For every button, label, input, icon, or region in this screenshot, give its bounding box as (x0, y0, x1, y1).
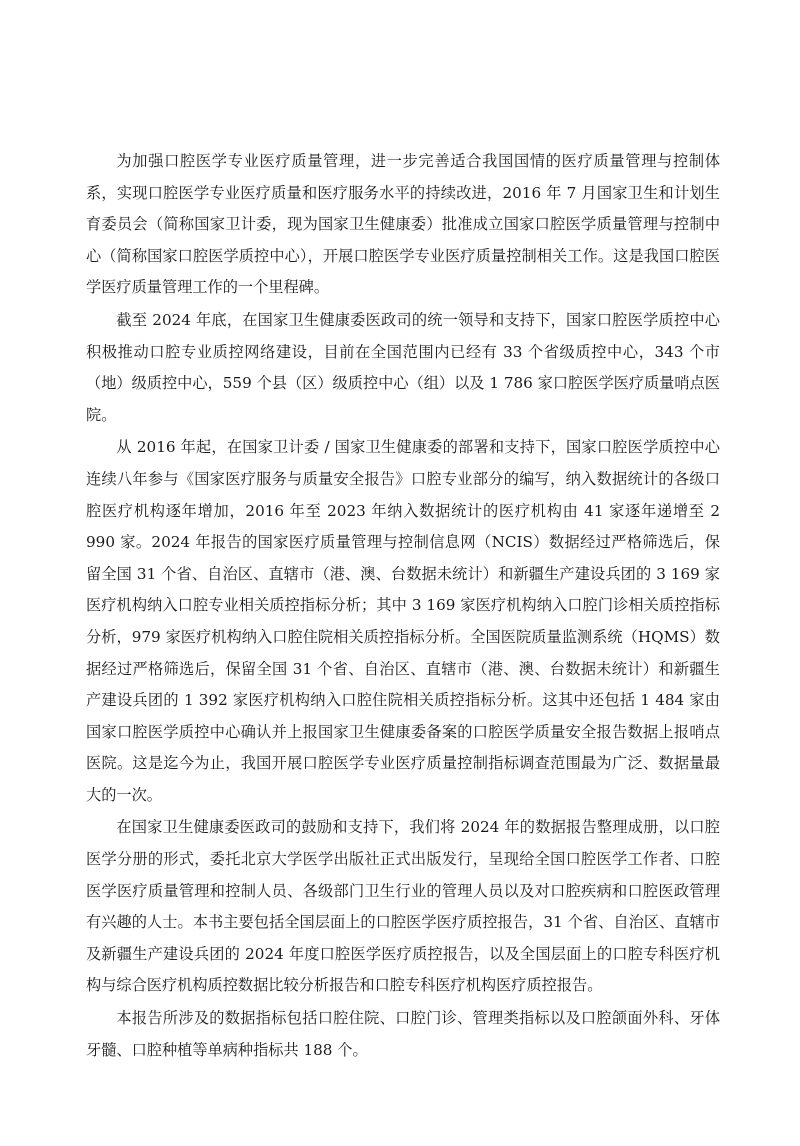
paragraph-1: 为加强口腔医学专业医疗质量管理，进一步完善适合我国国情的医疗质量管理与控制体系，实现口腔医学专业医疗质量和医疗服务水平的持续改进，2016 年 7 月国家卫生和计划生育委员会（简称国家卫计委，现为国家卫生健康委）批准成立国家口腔医学质量管理与控制中心（简称国家口腔医学质控中心），开展口腔医学专业医疗质量控制相关工作。这是我国口腔医学医疗质量管理工作的一个里程碑。 (86, 152, 720, 297)
paragraph-5: 本报告所涉及的数据指标包括口腔住院、口腔门诊、管理类指标以及口腔颌面外科、牙体牙髓、口腔种植等单病种指标共 188 个。 (86, 1009, 720, 1059)
paragraph-4: 在国家卫生健康委医政司的鼓励和支持下，我们将 2024 年的数据报告整理成册，以口腔医学分册的形式，委托北京大学医学出版社正式出版发行，呈现给全国口腔医学工作者、口腔医学医疗质量管理和控制人员、各级部门卫生行业的管理人员以及对口腔疾病和口腔医政管理有兴趣的人士。本书主要包括全国层面上的口腔医学医疗质控报告，31 个省、自治区、直辖市及新疆生产建设兵团的 2024 年度口腔医学医疗质控报告，以及全国层面上的口腔专科医疗机构与综合医疗机构质控数据比较分析报告和口腔专科医疗机构医疗质控报告。 (86, 818, 720, 995)
paragraph-3: 从 2016 年起，在国家卫计委 / 国家卫生健康委的部署和支持下，国家口腔医学质控中心连续八年参与《国家医疗服务与质量安全报告》口腔专业部分的编写，纳入数据统计的各级口腔医疗机构逐年增加，2016 年至 2023 年纳入数据统计的医疗机构由 41 家逐年递增至 2 990 家。2024 年报告的国家医疗质量管理与控制信息网（NCIS）数据经过严格筛选后，保留全国 31 个省、自治区、直辖市（港、澳、台数据未统计）和新疆生产建设兵团的 3 169 家医疗机构纳入口腔专业相关质控指标分析；其中 3 169 家医疗机构纳入口腔门诊相关质控指标分析，979 家医疗机构纳入口腔住院相关质控指标分析。全国医院质量监测系统（HQMS）数据经过严格筛选后，保留全国 31 个省、自治区、直辖市（港、澳、台数据未统计）和新疆生产建设兵团的 1 392 家医疗机构纳入口腔住院相关质控指标分析。这其中还包括 1 484 家由国家口腔医学质控中心确认并上报国家卫生健康委备案的口腔医学质量安全报告数据上报哨点医院。这是迄今为止，我国开展口腔医学专业医疗质量控制指标调查范围最为广泛、数据量最大的一次。 (86, 438, 720, 804)
paragraph-2: 截至 2024 年底，在国家卫生健康委医政司的统一领导和支持下，国家口腔医学质控中心积极推动口腔专业质控网络建设，目前在全国范围内已经有 33 个省级质控中心，343 个市（地）级质控中心，559 个县（区）级质控中心（组）以及 1 786 家口腔医学医疗质量哨点医院。 (86, 310, 720, 424)
body-text (86, 146, 720, 1067)
